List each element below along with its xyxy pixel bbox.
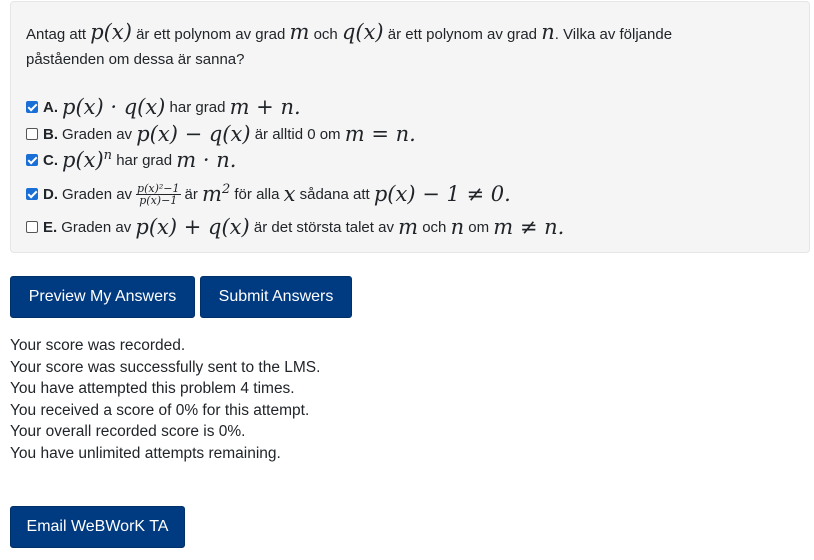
- option-a[interactable]: [26, 95, 301, 119]
- option-text: har grad: [116, 151, 173, 169]
- math-variable: m: [398, 215, 419, 239]
- message-line: Your score was recorded.: [10, 337, 186, 354]
- checkbox-a[interactable]: [26, 101, 38, 113]
- math-variable: x: [283, 182, 296, 206]
- checkbox-b[interactable]: [26, 128, 38, 140]
- option-text: Graden av: [62, 125, 133, 143]
- math-expression: p(x) · q(x): [62, 95, 166, 119]
- math-expression: m + n.: [229, 95, 301, 119]
- math-expression: m ≠ n.: [493, 215, 565, 239]
- option-text: Graden av: [62, 185, 133, 203]
- math-p-of-x: p(x): [90, 20, 132, 44]
- preview-answers-button[interactable]: Preview My Answers: [10, 276, 195, 318]
- math-expression: [62, 148, 112, 172]
- checkbox-c[interactable]: [26, 154, 38, 166]
- option-c[interactable]: [26, 148, 236, 172]
- message-line: You have attempted this problem 4 times.: [10, 380, 295, 397]
- message-line: Your overall recorded score is 0%.: [10, 423, 246, 440]
- intro-text: och: [313, 26, 338, 43]
- option-text: är: [184, 185, 198, 203]
- math-expression: m · n.: [176, 148, 237, 172]
- message-line: You received a score of 0% for this attempt.: [10, 401, 310, 419]
- submit-answers-button[interactable]: Submit Answers: [200, 276, 352, 318]
- option-text: har grad: [169, 98, 226, 116]
- math-fraction: [136, 183, 180, 206]
- math-expression: p(x) − q(x): [136, 122, 251, 146]
- fraction-denominator: p(x)−1: [139, 193, 178, 207]
- problem-statement: [26, 20, 766, 72]
- option-label: B.: [43, 125, 58, 143]
- option-text: är alltid 0 om: [254, 125, 341, 143]
- intro-text: Antag att: [26, 26, 87, 43]
- option-e[interactable]: [26, 215, 564, 239]
- intro-text: . Vilka av följande: [554, 26, 673, 43]
- option-text: och: [422, 218, 447, 236]
- intro-text: påståenden om dessa är sanna?: [26, 51, 245, 68]
- message-line: Your score was successfully sent to the LMS.: [10, 358, 321, 376]
- checkbox-d[interactable]: [26, 188, 38, 200]
- math-expression: m = n.: [344, 122, 416, 146]
- option-d[interactable]: [26, 179, 511, 209]
- checkbox-e[interactable]: [26, 221, 38, 233]
- score-messages: [10, 335, 320, 464]
- math-variable: n: [450, 215, 465, 239]
- intro-text: är ett polynom av grad: [387, 26, 538, 43]
- math-base: m: [202, 182, 222, 206]
- math-expression: [202, 182, 230, 206]
- math-m: m: [289, 20, 310, 44]
- option-label: A.: [43, 98, 58, 116]
- option-text: om: [468, 218, 490, 236]
- intro-text: är ett polynom av grad: [136, 26, 286, 43]
- math-exponent: n: [103, 148, 113, 163]
- option-text: sådana att: [299, 185, 370, 203]
- math-n: n: [541, 20, 555, 44]
- problem-panel: [10, 1, 810, 253]
- math-expression: p(x) − 1 ≠ 0.: [373, 182, 511, 206]
- option-label: C.: [43, 151, 58, 169]
- option-label: D.: [43, 185, 58, 203]
- option-text: för alla: [234, 185, 280, 203]
- option-b[interactable]: [26, 122, 416, 146]
- math-expression: p(x) + q(x): [135, 215, 250, 239]
- option-label: E.: [43, 218, 58, 236]
- fraction-numerator: p(x)²−1: [137, 181, 180, 195]
- option-text: är det största talet av: [253, 218, 394, 236]
- math-exponent: 2: [221, 182, 231, 197]
- math-base: p(x): [62, 148, 104, 172]
- email-ta-button[interactable]: Email WeBWorK TA: [10, 506, 185, 548]
- math-q-of-x: q(x): [341, 20, 384, 44]
- option-text: Graden av: [61, 218, 132, 236]
- message-line: You have unlimited attempts remaining.: [10, 444, 281, 462]
